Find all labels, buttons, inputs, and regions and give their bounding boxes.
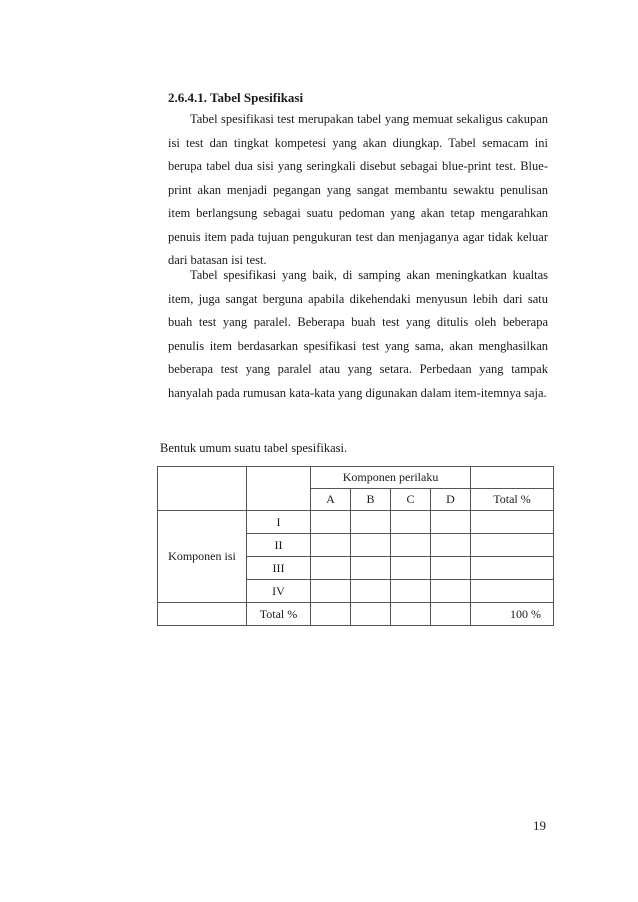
- table-row: [158, 511, 554, 534]
- table-cell: [431, 557, 471, 580]
- paragraph-1: [168, 108, 548, 273]
- table-cell: [431, 580, 471, 603]
- table-caption: Bentuk umum suatu tabel spesifikasi.: [160, 441, 348, 455]
- table-cell: [431, 603, 471, 626]
- table-cell: [311, 534, 351, 557]
- row-label-ii: II: [247, 534, 311, 557]
- section-heading: 2.6.4.1. Tabel Spesifikasi: [168, 90, 304, 105]
- table-header-row-1: [158, 467, 554, 489]
- column-header-a: A: [311, 489, 351, 511]
- table-cell: [471, 511, 554, 534]
- column-header-c: C: [391, 489, 431, 511]
- column-header-total: Total %: [471, 489, 554, 511]
- table-cell: [391, 534, 431, 557]
- behavior-component-header: Komponen perilaku: [311, 467, 471, 489]
- table-cell: [391, 511, 431, 534]
- row-label-iii: III: [247, 557, 311, 580]
- table-cell: [311, 557, 351, 580]
- table-cell: [351, 511, 391, 534]
- grand-total-cell: 100 %: [471, 603, 554, 626]
- row-label-i: I: [247, 511, 311, 534]
- table-cell: [351, 603, 391, 626]
- table-cell: [391, 580, 431, 603]
- table-cell: [471, 467, 554, 489]
- table-cell: [391, 603, 431, 626]
- table-cell: [311, 580, 351, 603]
- column-header-b: B: [351, 489, 391, 511]
- table-cell: [351, 557, 391, 580]
- paragraph-1-text: Tabel spesifikasi test merupakan tabel yang memuat sekaligus cakupan isi test dan tingkat kompetesi yang akan diungkap. Tabel semacam ini berupa tabel dua sisi yang seringkali disebut sebagai blue-print test. Blue-print akan menjadi pegangan yang sangat membantu sewaktu penulisan item berlangsung sebagai suatu pedoman yang akan tetap mengarahkan penuis item pada tujuan pengukuran test dan menjaganya agar tidak keluar dari batasan isi test.: [168, 112, 548, 267]
- table-cell: [431, 511, 471, 534]
- table-corner-cell: [158, 467, 247, 511]
- table-cell: [431, 534, 471, 557]
- page-number: 19: [533, 818, 546, 833]
- row-label-total: Total %: [247, 603, 311, 626]
- paragraph-2-text: Tabel spesifikasi yang baik, di samping akan meningkatkan kualtas item, juga sangat berguna apabila dikehendaki menyusun lebih dari satu buah test yang paralel. Beberapa buah test yang ditulis oleh beberapa penulis item berdasarkan spesifikasi test yang sama, akan menghasilkan beberapa test yang paralel atau yang setara. Perbedaan yang tampak hanyalah pada rumusan kata-kata yang digunakan dalam item-itemnya saja.: [168, 268, 548, 400]
- table-cell: [351, 534, 391, 557]
- table-cell: [351, 580, 391, 603]
- table-cell: [158, 603, 247, 626]
- row-label-iv: IV: [247, 580, 311, 603]
- table-cell: [471, 534, 554, 557]
- paragraph-2: [168, 264, 548, 405]
- column-header-d: D: [431, 489, 471, 511]
- content-component-header: Komponen isi: [158, 511, 247, 603]
- table-cell: [471, 580, 554, 603]
- table-cell: [311, 511, 351, 534]
- table-cell: [391, 557, 431, 580]
- table-cell: [471, 557, 554, 580]
- specification-table: [157, 466, 554, 626]
- table-cell: [311, 603, 351, 626]
- table-total-row: [158, 603, 554, 626]
- table-blank-cell: [247, 467, 311, 511]
